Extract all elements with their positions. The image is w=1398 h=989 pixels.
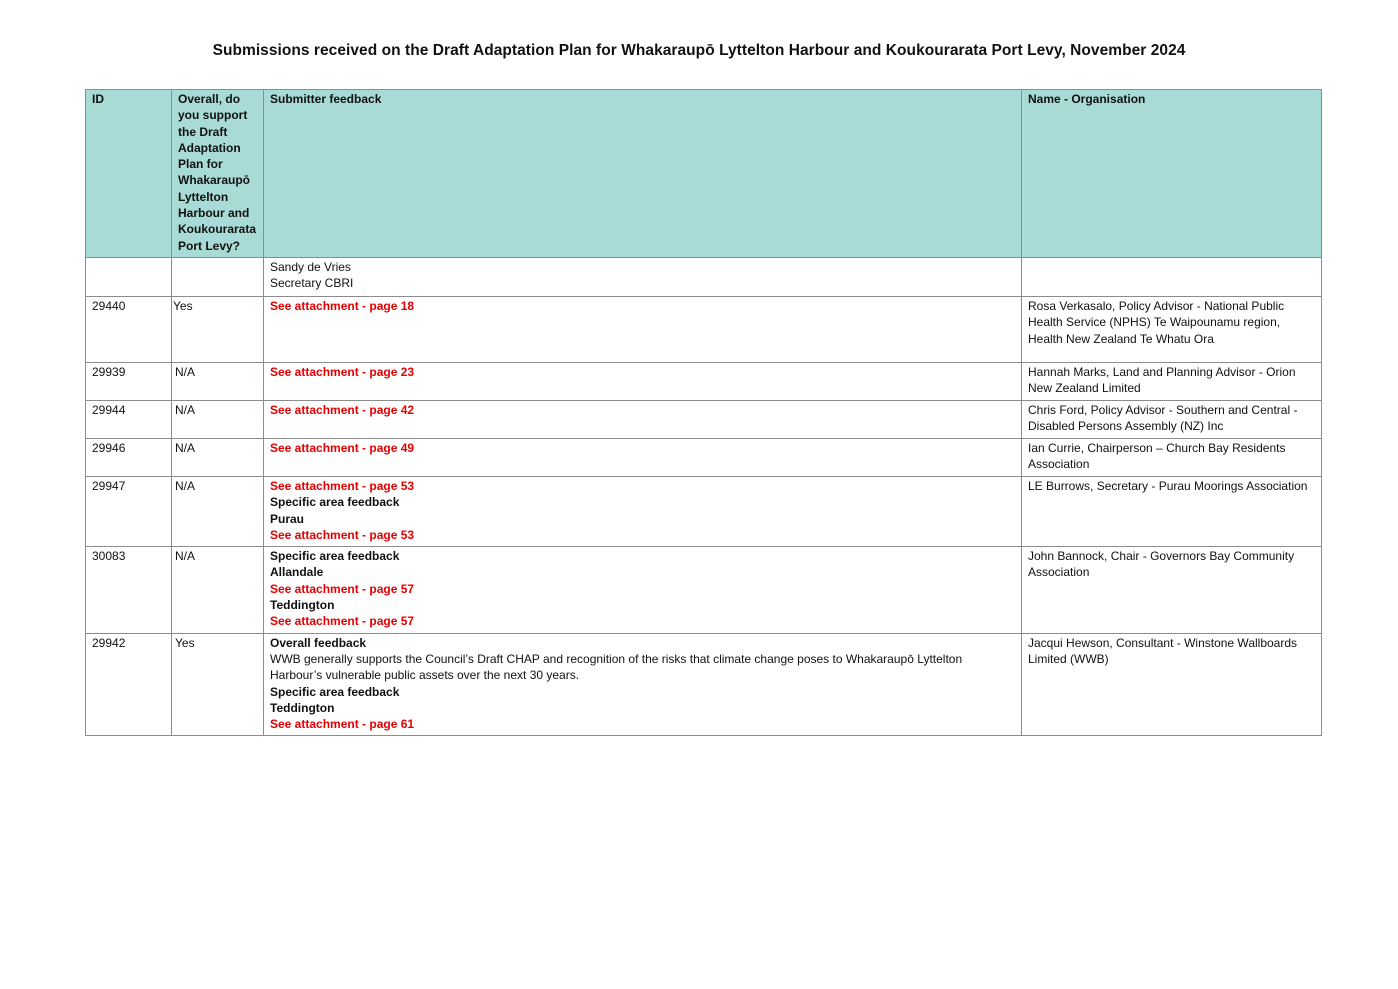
table-row (86, 257, 1322, 296)
feedback-text: Secretary CBRI (270, 276, 354, 291)
feedback-heading: Allandale (270, 565, 324, 580)
cell-name-organisation: Jacqui Hewson, Consultant - Winstone Wallboards Limited (WWB) (1022, 633, 1322, 736)
cell-feedback (264, 400, 1022, 438)
feedback-heading: Overall feedback (270, 635, 367, 650)
table-body (86, 257, 1322, 735)
cell-support: Yes (172, 296, 264, 362)
cell-name-organisation: Ian Currie, Chairperson – Church Bay Residents Association (1022, 438, 1322, 476)
cell-name-organisation: Rosa Verkasalo, Policy Advisor - National Public Health Service (NPHS) Te Waipounamu region, Health New Zealand Te Whatu Ora (1022, 296, 1322, 362)
table-row (86, 633, 1322, 736)
cell-feedback (264, 362, 1022, 400)
attachment-link[interactable]: See attachment - page 18 (270, 298, 415, 313)
col-header-feedback: Submitter feedback (264, 90, 1022, 258)
feedback-heading: Specific area feedback (270, 495, 400, 510)
cell-support: Yes (172, 633, 264, 736)
cell-support (172, 257, 264, 296)
cell-feedback (264, 296, 1022, 362)
feedback-heading: Specific area feedback (270, 684, 400, 699)
cell-name-organisation: Hannah Marks, Land and Planning Advisor - Orion New Zealand Limited (1022, 362, 1322, 400)
cell-id: 29946 (86, 438, 172, 476)
attachment-link[interactable]: See attachment - page 57 (270, 614, 415, 629)
cell-name-organisation (1022, 257, 1322, 296)
table-row (86, 547, 1322, 633)
table-row (86, 296, 1322, 362)
cell-feedback (264, 438, 1022, 476)
attachment-link[interactable]: See attachment - page 23 (270, 364, 415, 379)
header-row (86, 90, 1322, 258)
cell-support: N/A (172, 476, 264, 546)
cell-name-organisation: LE Burrows, Secretary - Purau Moorings Association (1022, 476, 1322, 546)
feedback-text: WWB generally supports the Council’s Draft CHAP and recognition of the risks that climate change poses to Whakaraupō Lyttelton Harbour’s vulnerable public assets over the next 30 years. (270, 651, 963, 683)
attachment-link[interactable]: See attachment - page 42 (270, 402, 415, 417)
cell-support: N/A (172, 438, 264, 476)
cell-feedback (264, 257, 1022, 296)
attachment-link[interactable]: See attachment - page 53 (270, 478, 415, 493)
col-header-name: Name - Organisation (1022, 90, 1322, 258)
feedback-heading: Teddington (270, 598, 335, 613)
attachment-link[interactable]: See attachment - page 53 (270, 527, 415, 542)
col-header-id: ID (86, 90, 172, 258)
table-row (86, 400, 1322, 438)
cell-id: 29944 (86, 400, 172, 438)
attachment-link[interactable]: See attachment - page 57 (270, 581, 415, 596)
cell-name-organisation: John Bannock, Chair - Governors Bay Community Association (1022, 547, 1322, 633)
cell-feedback (264, 547, 1022, 633)
feedback-heading: Teddington (270, 700, 335, 715)
cell-support: N/A (172, 400, 264, 438)
table-row (86, 362, 1322, 400)
cell-id (86, 257, 172, 296)
cell-id: 29942 (86, 633, 172, 736)
attachment-link[interactable]: See attachment - page 49 (270, 440, 415, 455)
cell-id: 30083 (86, 547, 172, 633)
cell-support: N/A (172, 547, 264, 633)
cell-support: N/A (172, 362, 264, 400)
feedback-heading: Specific area feedback (270, 549, 400, 564)
attachment-link[interactable]: See attachment - page 61 (270, 717, 415, 732)
cell-name-organisation: Chris Ford, Policy Advisor - Southern and Central - Disabled Persons Assembly (NZ) Inc (1022, 400, 1322, 438)
submissions-table (85, 89, 1322, 736)
cell-id: 29939 (86, 362, 172, 400)
cell-feedback (264, 633, 1022, 736)
feedback-heading: Purau (270, 511, 305, 526)
table-row (86, 438, 1322, 476)
cell-id: 29440 (86, 296, 172, 362)
col-header-support: Overall, do you support the Draft Adaptation Plan for Whakaraupō Lyttelton Harbour and Koukourarata Port Levy? (172, 90, 264, 258)
feedback-text: Sandy de Vries (270, 259, 351, 274)
page-title: Submissions received on the Draft Adaptation Plan for Whakaraupō Lyttelton Harbour and Koukourarata Port Levy, November 2024 (212, 42, 1186, 59)
table-row (86, 476, 1322, 546)
cell-feedback (264, 476, 1022, 546)
cell-id: 29947 (86, 476, 172, 546)
